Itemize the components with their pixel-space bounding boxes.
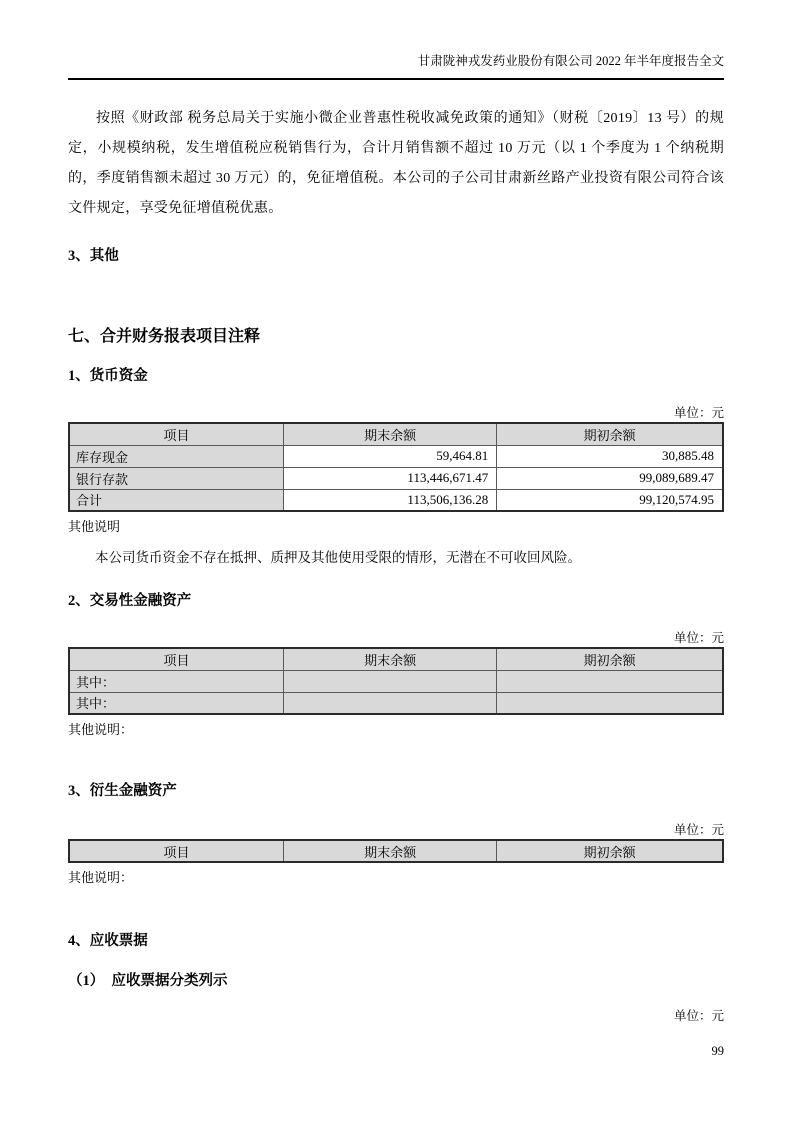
page-header (68, 0, 724, 80)
trading-assets-table (68, 647, 724, 715)
cell-beginning-balance (497, 692, 723, 714)
other-note-label: 其他说明： (68, 870, 134, 885)
heading-trading-assets: 2、交易性金融资产 (68, 593, 192, 609)
cell-item: 合计 (69, 489, 284, 511)
other-note-label: 其他说明： (68, 722, 134, 737)
table-header-row (69, 648, 723, 670)
cell-ending-balance (284, 670, 497, 692)
header-beginning-balance: 期初余额 (497, 840, 723, 862)
other-note-label: 其他说明 (68, 519, 121, 534)
cell-item: 库存现金 (69, 445, 284, 467)
table-row (69, 445, 723, 467)
header-ending-balance: 期末余额 (284, 648, 497, 670)
cell-beginning-balance: 99,120,574.95 (497, 489, 723, 511)
unit-label: 单位：元 (673, 631, 724, 645)
header-beginning-balance: 期初余额 (497, 423, 723, 445)
header-ending-balance: 期末余额 (284, 423, 497, 445)
cell-ending-balance: 113,506,136.28 (284, 489, 497, 511)
cell-item: 其中： (69, 670, 284, 692)
header-item: 项目 (69, 648, 284, 670)
cell-item: 银行存款 (69, 467, 284, 489)
table-row (69, 692, 723, 714)
monetary-funds-table (68, 422, 724, 512)
unit-label: 单位：元 (673, 406, 724, 420)
header-item: 项目 (69, 840, 284, 862)
page-number: 99 (711, 1044, 724, 1058)
cell-ending-balance: 113,446,671.47 (284, 467, 497, 489)
heading-notes-receivable: 4、应收票据 (68, 933, 148, 949)
unit-label: 单位：元 (673, 1009, 724, 1023)
monetary-funds-note: 本公司货币资金不存在抵押、质押及其他使用受限的情形，无潜在不可收回风险。 (95, 550, 581, 565)
cell-beginning-balance (497, 670, 723, 692)
heading-notes-receivable-sub: （1） 应收票据分类列示 (68, 973, 228, 989)
table-header-row (69, 423, 723, 445)
table-header-row (69, 840, 723, 862)
derivative-assets-table (68, 839, 724, 863)
cell-ending-balance (284, 692, 497, 714)
heading-other: 3、其他 (68, 248, 119, 264)
header-ending-balance: 期末余额 (284, 840, 497, 862)
table-row (69, 670, 723, 692)
cell-ending-balance: 59,464.81 (284, 445, 497, 467)
header-item: 项目 (69, 423, 284, 445)
unit-label: 单位：元 (673, 823, 724, 837)
page-header-title: 甘肃陇神戎发药业股份有限公司 2022 年半年度报告全文 (417, 54, 724, 68)
heading-notes-section: 七、合并财务报表项目注释 (68, 328, 261, 345)
cell-beginning-balance: 30,885.48 (497, 445, 723, 467)
heading-monetary-funds: 1、货币资金 (68, 368, 148, 384)
table-row (69, 467, 723, 489)
cell-item: 其中： (69, 692, 284, 714)
cell-beginning-balance: 99,089,689.47 (497, 467, 723, 489)
heading-derivative-assets: 3、衍生金融资产 (68, 783, 177, 799)
table-row-total (69, 489, 723, 511)
tax-policy-paragraph: 按照《财政部 税务总局关于实施小微企业普惠性税收减免政策的通知》（财税〔2019〕13 号）的规定，小规模纳税，发生增值税应税销售行为，合计月销售额不超过 10 万元（以 1 个季度为 1 个纳税期的，季度销售额未超过 30 万元）的，免征增值税。本公司的子公司甘肃新丝路产业投资有限公司符合该文件规定，享受免征增值税优惠。 (68, 111, 724, 216)
header-beginning-balance: 期初余额 (497, 648, 723, 670)
